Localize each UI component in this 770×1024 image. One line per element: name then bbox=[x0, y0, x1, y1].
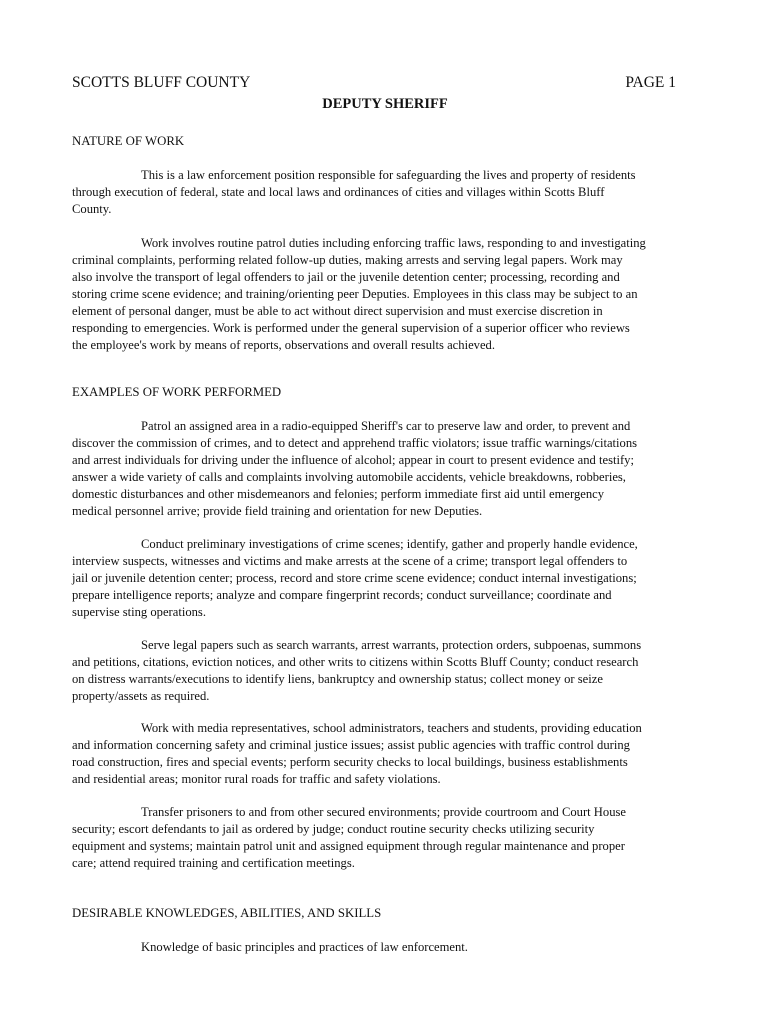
text-line: and petitions, citations, eviction notices, and other writs to citizens within Scotts Bluff County; conduct research bbox=[72, 655, 639, 669]
paragraph-nature-2 bbox=[72, 235, 704, 354]
text-line: Patrol an assigned area in a radio-equipped Sheriff's car to preserve law and order, to prevent and bbox=[141, 419, 631, 433]
text-line: Serve legal papers such as search warrants, arrest warrants, protection orders, subpoenas, summons bbox=[141, 638, 642, 652]
paragraph-examples-3 bbox=[72, 637, 704, 705]
page-header bbox=[72, 74, 676, 94]
text-line: and information concerning safety and criminal justice issues; assist public agencies with traffic control during bbox=[72, 738, 630, 752]
text-line: equipment and systems; maintain patrol unit and assigned equipment through regular maintenance and proper bbox=[72, 839, 625, 853]
paragraph-nature-1 bbox=[72, 167, 704, 218]
text-line: care; attend required training and certification meetings. bbox=[72, 856, 355, 870]
text-line: storing crime scene evidence; and training/orienting peer Deputies. Employees in this class may be subject to an bbox=[72, 287, 638, 301]
text-line: Work involves routine patrol duties including enforcing traffic laws, responding to and investigating bbox=[141, 236, 646, 250]
paragraph-examples-4 bbox=[72, 720, 704, 788]
text-line: element of personal danger, must be able to act without direct supervision and must exercise discretion in bbox=[72, 304, 603, 318]
text-line: Knowledge of basic principles and practices of law enforcement. bbox=[141, 940, 468, 954]
text-line: medical personnel arrive; provide field training and orientation for new Deputies. bbox=[72, 504, 483, 518]
text-line: criminal complaints, performing related follow-up duties, making arrests and serving legal papers. Work may bbox=[72, 253, 623, 267]
document-title: DEPUTY SHERIFF bbox=[322, 96, 448, 112]
text-line: and residential areas; monitor rural roads for traffic and safety violations. bbox=[72, 772, 441, 786]
text-line: jail or juvenile detention center; process, record and store crime scene evidence; conduct internal investigations; bbox=[72, 571, 637, 585]
text-line: also involve the transport of legal offenders to jail or the juvenile detention center; processing, recording and bbox=[72, 270, 620, 284]
page-number: PAGE 1 bbox=[625, 74, 676, 91]
text-line: through execution of federal, state and local laws and ordinances of cities and villages within Scotts Bluff bbox=[72, 185, 605, 199]
text-line: domestic disturbances and other misdemeanors and felonies; perform immediate first aid until emergency bbox=[72, 487, 605, 501]
text-line: property/assets as required. bbox=[72, 689, 210, 703]
paragraph-kas-1 bbox=[72, 939, 704, 956]
paragraph-examples-5 bbox=[72, 804, 704, 872]
text-line: supervise sting operations. bbox=[72, 605, 206, 619]
text-line: and arrest individuals for driving under the influence of alcohol; appear in court to present evidence and testify; bbox=[72, 453, 634, 467]
text-line: on distress warrants/executions to identify liens, bankruptcy and ownership status; collect money or seize bbox=[72, 672, 603, 686]
paragraph-examples-2 bbox=[72, 536, 704, 621]
county-name: SCOTTS BLUFF COUNTY bbox=[72, 74, 251, 91]
text-line: road construction, fires and special events; perform security checks to local buildings, business establishments bbox=[72, 755, 628, 769]
text-line: This is a law enforcement position responsible for safeguarding the lives and property of residents bbox=[141, 168, 636, 182]
text-line: prepare intelligence reports; analyze and compare fingerprint records; conduct surveillance; coordinate and bbox=[72, 588, 612, 602]
text-line: security; escort defendants to jail as ordered by judge; conduct routine security checks utilizing security bbox=[72, 822, 595, 836]
text-line: Work with media representatives, school administrators, teachers and students, providing education bbox=[141, 721, 642, 735]
section-heading-desirable-knowledges: DESIRABLE KNOWLEDGES, ABILITIES, AND SKILLS bbox=[72, 906, 382, 920]
text-line: Conduct preliminary investigations of crime scenes; identify, gather and properly handle evidence, bbox=[141, 537, 638, 551]
text-line: the employee's work by means of reports, observations and overall results achieved. bbox=[72, 338, 495, 352]
paragraph-examples-1 bbox=[72, 418, 704, 520]
section-heading-nature-of-work: NATURE OF WORK bbox=[72, 134, 185, 148]
section-heading-examples-of-work: EXAMPLES OF WORK PERFORMED bbox=[72, 385, 282, 399]
text-line: discover the commission of crimes, and to detect and apprehend traffic violators; issue traffic warnings/citations bbox=[72, 436, 638, 450]
text-line: County. bbox=[72, 202, 112, 216]
text-line: interview suspects, witnesses and victims and make arrests at the scene of a crime; transport legal offenders to bbox=[72, 554, 628, 568]
text-line: responding to emergencies. Work is performed under the general supervision of a superior officer who reviews bbox=[72, 321, 630, 335]
text-line: answer a wide variety of calls and complaints involving automobile accidents, vehicle breakdowns, robberies, bbox=[72, 470, 626, 484]
text-line: Transfer prisoners to and from other secured environments; provide courtroom and Court House bbox=[141, 805, 626, 819]
